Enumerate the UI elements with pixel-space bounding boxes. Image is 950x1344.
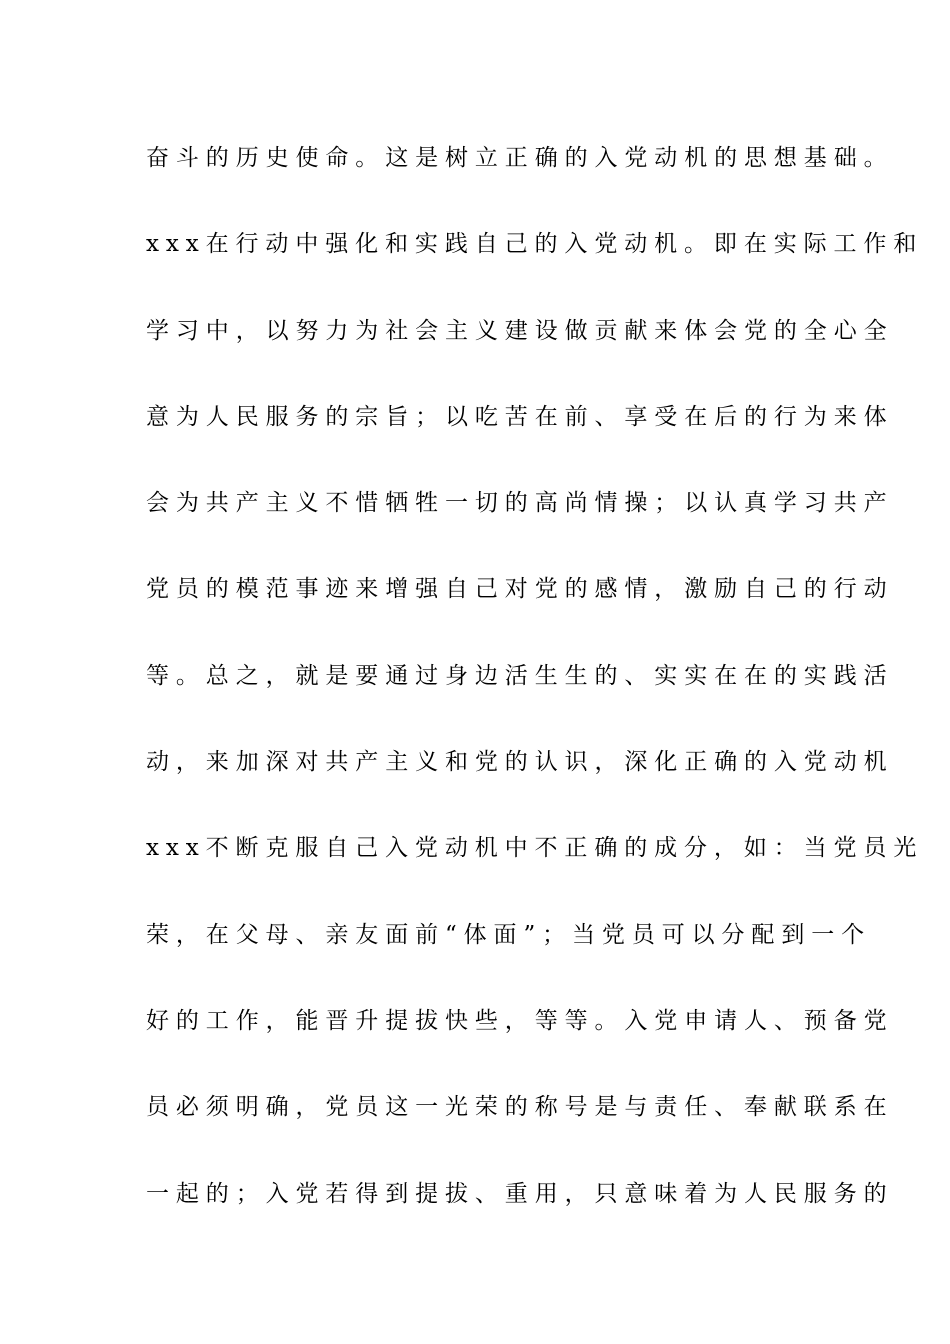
- text-line: xxx在行动中强化和实践自己的入党动机。即在实际工作和: [146, 231, 924, 258]
- text-line: 荣，在父母、亲友面前“体面”；当党员可以分配到一个: [146, 921, 872, 948]
- text-line: 党员的模范事迹来增强自己对党的感情，激励自己的行动: [146, 576, 894, 603]
- document-body: [146, 140, 924, 1262]
- text-line: 学习中，以努力为社会主义建设做贡献来体会党的全心全: [146, 317, 894, 344]
- text-line: 员必须明确，党员这一光荣的称号是与责任、奉献联系在: [146, 1094, 894, 1121]
- text-line: 奋斗的历史使命。这是树立正确的入党动机的思想基础。: [146, 145, 894, 171]
- text-line: xxx不断克服自己入党动机中不正确的成分，如：当党员光: [146, 835, 924, 862]
- text-line: 意为人民服务的宗旨；以吃苦在前、享受在后的行为来体: [146, 403, 894, 430]
- text-line: 等。总之，就是要通过身边活生生的、实实在在的实践活: [146, 662, 894, 689]
- text-line: 动，来加深对共产主义和党的认识，深化正确的入党动机: [146, 749, 894, 776]
- text-line: 一起的；入党若得到提拔、重用，只意味着为人民服务的: [146, 1180, 894, 1207]
- text-line: 会为共产主义不惜牺牲一切的高尚情操；以认真学习共产: [146, 490, 894, 517]
- text-line: 好的工作，能晋升提拔快些，等等。入党申请人、预备党: [146, 1007, 894, 1034]
